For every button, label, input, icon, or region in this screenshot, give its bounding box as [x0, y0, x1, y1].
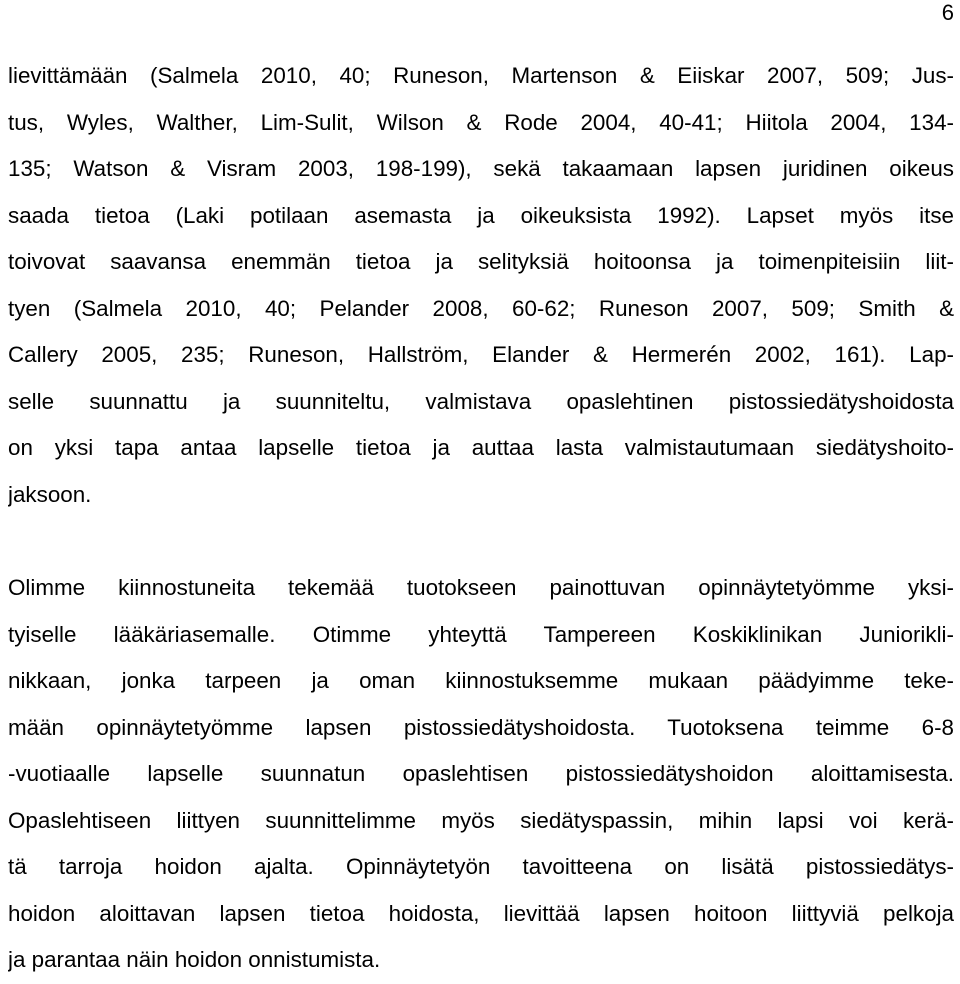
text-line: Opaslehtiseen liittyen suunnittelimme myös siedätyspassin, mihin lapsi voi kerä-	[8, 807, 954, 833]
text-line: tä tarroja hoidon ajalta. Opinnäytetyön tavoitteena on lisätä pistossiedätys-	[8, 854, 954, 879]
text-line: tus, Wyles, Walther, Lim-Sulit, Wilson & Rode 2004, 40-41; Hiitola 2004, 134-	[8, 109, 954, 135]
text-line: hoidon aloittavan lapsen tietoa hoidosta, lievittää lapsen hoitoon liittyviä pelkoja	[8, 900, 954, 926]
text-line: lievittämään (Salmela 2010, 40; Runeson, Martenson & Eiiskar 2007, 509; Jus-	[8, 63, 954, 88]
text-line: mään opinnäytetyömme lapsen pistossiedätyshoidosta. Tuotoksena teimme 6-8	[8, 714, 954, 740]
paragraph-1	[8, 53, 954, 518]
text-line: selle suunnattu ja suunniteltu, valmistava opaslehtinen pistossiedätyshoidosta	[8, 388, 954, 414]
text-line: saada tietoa (Laki potilaan asemasta ja oikeuksista 1992). Lapset myös itse	[8, 202, 954, 228]
text-line: -vuotiaalle lapselle suunnatun opaslehtisen pistossiedätyshoidon aloittamisesta.	[8, 761, 954, 786]
page-number: 6	[941, 0, 954, 25]
text-line: tyen (Salmela 2010, 40; Pelander 2008, 60-62; Runeson 2007, 509; Smith &	[8, 295, 954, 321]
text-line: nikkaan, jonka tarpeen ja oman kiinnostuksemme mukaan päädyimme teke-	[8, 668, 954, 693]
text-line: jaksoon.	[8, 481, 92, 507]
text-line: 135; Watson & Visram 2003, 198-199), sekä takaamaan lapsen juridinen oikeus	[8, 156, 954, 181]
text-line: on yksi tapa antaa lapselle tietoa ja auttaa lasta valmistautumaan siedätyshoito-	[8, 435, 954, 460]
text-line: Callery 2005, 235; Runeson, Hallström, Elander & Hermerén 2002, 161). Lap-	[8, 342, 954, 367]
paragraph-2	[8, 565, 954, 984]
text-line: Olimme kiinnostuneita tekemää tuotokseen painottuvan opinnäytetyömme yksi-	[8, 575, 954, 600]
text-line: ja parantaa näin hoidon onnistumista.	[8, 947, 381, 972]
text-line: tyiselle lääkäriasemalle. Otimme yhteyttä Tampereen Koskiklinikan Juniorikli-	[8, 621, 954, 647]
text-line: toivovat saavansa enemmän tietoa ja selityksiä hoitoonsa ja toimenpiteisiin liit-	[8, 249, 954, 274]
